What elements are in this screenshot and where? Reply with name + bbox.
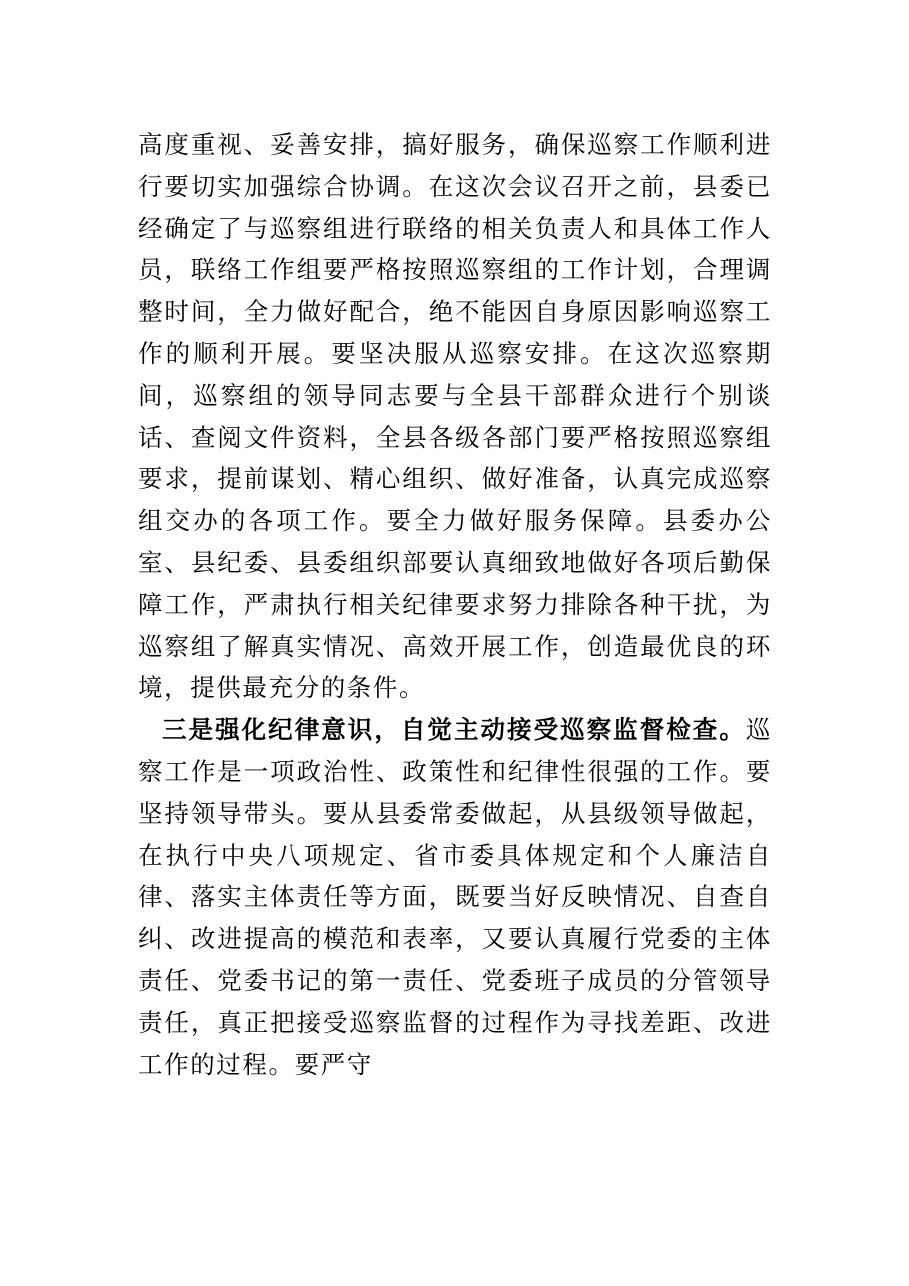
- paragraph-1: [138, 124, 772, 709]
- paragraph-2-text: 巡察工作是一项政治性、政策性和纪律性很强的工作。要坚持领导带头。要从县委常委做起，从县级领导做起，在执行中央八项规定、省市委具体规定和个人廉洁自律、落实主体责任等方面，既要当好反映情况、自查自纠、改进提高的模范和表率，又要认真履行党委的主体责任、党委书记的第一责任、党委班子成员的分管领导责任，真正把接受巡察监督的过程作为寻找差距、改进工作的过程。要严守: [138, 715, 772, 1079]
- paragraph-1-text: 高度重视、妥善安排，搞好服务，确保巡察工作顺利进行要切实加强综合协调。在这次会议召开之前，县委已经确定了与巡察组进行联络的相关负责人和具体工作人员，联络工作组要严格按照巡察组的工作计划，合理调整时间，全力做好配合，绝不能因自身原因影响巡察工作的顺利开展。要坚决服从巡察安排。在这次巡察期间，巡察组的领导同志要与全县干部群众进行个别谈话、查阅文件资料，全县各级各部门要严格按照巡察组要求，提前谋划、精心组织、做好准备，认真完成巡察组交办的各项工作。要全力做好服务保障。县委办公室、县纪委、县委组织部要认真细致地做好各项后勤保障工作，严肃执行相关纪律要求努力排除各种干扰，为巡察组了解真实情况、高效开展工作，创造最优良的环境，提供最充分的条件。: [138, 130, 772, 703]
- paragraph-2-heading: 三是强化纪律意识，自觉主动接受巡察监督检查。: [162, 715, 746, 745]
- document-body: [138, 124, 772, 1085]
- paragraph-2: [138, 709, 772, 1085]
